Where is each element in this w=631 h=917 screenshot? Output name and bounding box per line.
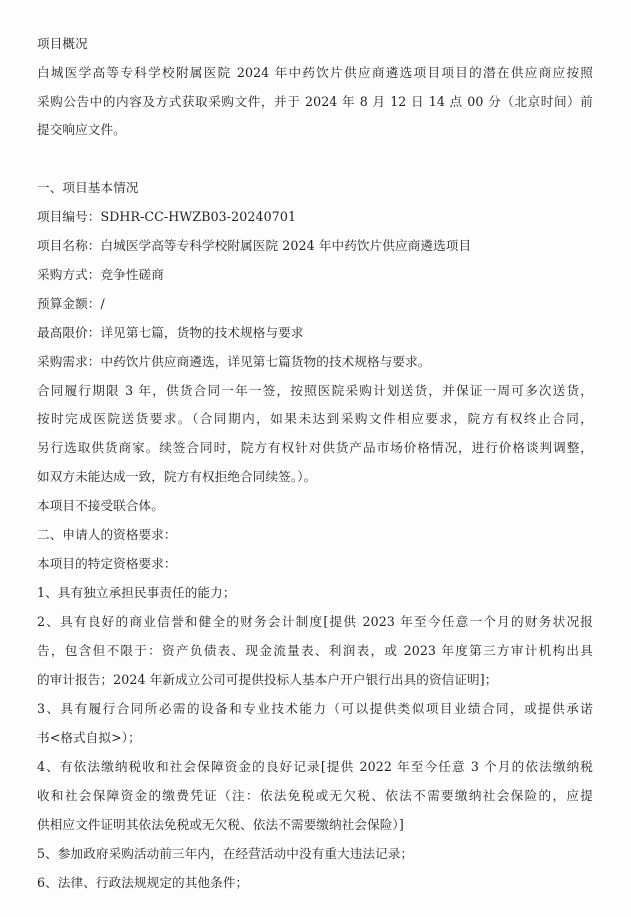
- consortium-note: 本项目不接受联合体。: [37, 498, 164, 513]
- budget-amount: 预算金额：/: [37, 296, 105, 311]
- requirement-2-line-1: 2、具有良好的商业信誉和健全的财务会计制度[提供 2023 年至今任意一个月的财务状况报: [37, 614, 593, 629]
- overview-heading: 项目概况: [37, 36, 88, 51]
- requirement-4-line-3: 供相应文件证明其依法免税或无欠税、依法不需要缴纳社会保险）]: [37, 817, 404, 832]
- contract-term-line-2: 按时完成医院送货要求。（合同期内，如果未达到采购文件相应要求，院方有权终止合同，: [37, 411, 593, 426]
- requirement-5: 5、参加政府采购活动前三年内，在经营活动中没有重大违法记录；: [37, 846, 414, 861]
- contract-term-line-4: 如双方未能达成一致，院方有权拒绝合同续签。）。: [37, 469, 317, 484]
- requirement-2-line-2: 告，包含但不限于：资产负债表、现金流量表、利润表，或 2023 年度第三方审计机构出具: [37, 643, 593, 658]
- requirement-1: 1、具有独立承担民事责任的能力；: [37, 585, 236, 600]
- requirement-3-line-2: 书<格式自拟>）；: [37, 730, 141, 745]
- procurement-demand: 采购需求：中药饮片供应商遴选，详见第七篇货物的技术规格与要求。: [37, 354, 431, 369]
- requirement-6: 6、法律、行政法规规定的其他条件；: [37, 875, 249, 890]
- section2-heading: 二、申请人的资格要求：: [37, 527, 177, 542]
- section2-intro: 本项目的特定资格要求：: [37, 556, 177, 571]
- overview-line-3: 提交响应文件。: [37, 122, 126, 137]
- overview-line-1: 白城医学高等专科学校附属医院 2024 年中药饮片供应商遴选项目项目的潜在供应商应按照: [37, 65, 593, 80]
- max-price: 最高限价：详见第七篇，货物的技术规格与要求: [37, 325, 304, 340]
- requirement-4-line-1: 4、有依法缴纳税收和社会保障资金的良好记录[提供 2022 年至今任意 3 个月的依法缴纳税: [37, 759, 593, 774]
- requirement-3-line-1: 3、具有履行合同所必需的设备和专业技术能力（可以提供类似项目业绩合同，或提供承诺: [37, 701, 593, 716]
- section1-heading: 一、项目基本情况: [37, 180, 139, 195]
- project-number: 项目编号：SDHR-CC-HWZB03-20240701: [37, 209, 297, 224]
- contract-term-line-3: 另行选取供货商家。续签合同时，院方有权针对供货产品市场价格情况，进行价格谈判调整，: [37, 440, 593, 455]
- procurement-method: 采购方式：竞争性磋商: [37, 267, 164, 282]
- requirement-4-line-2: 收和社会保障资金的缴费凭证（注：依法免税或无欠税、依法不需要缴纳社会保险的，应提: [37, 788, 593, 803]
- contract-term-line-1: 合同履行期限 3 年，供货合同一年一签，按照医院采购计划送货，并保证一周可多次送货，: [37, 383, 593, 398]
- project-name: 项目名称：白城医学高等专科学校附属医院 2024 年中药饮片供应商遴选项目: [37, 238, 472, 253]
- overview-line-2: 采购公告中的内容及方式获取采购文件，并于 2024 年 8 月 12 日 14 点 00 分（北京时间）前: [37, 94, 593, 109]
- requirement-2-line-3: 的审计报告；2024 年新成立公司可提供投标人基本户开户银行出具的资信证明]；: [37, 672, 498, 687]
